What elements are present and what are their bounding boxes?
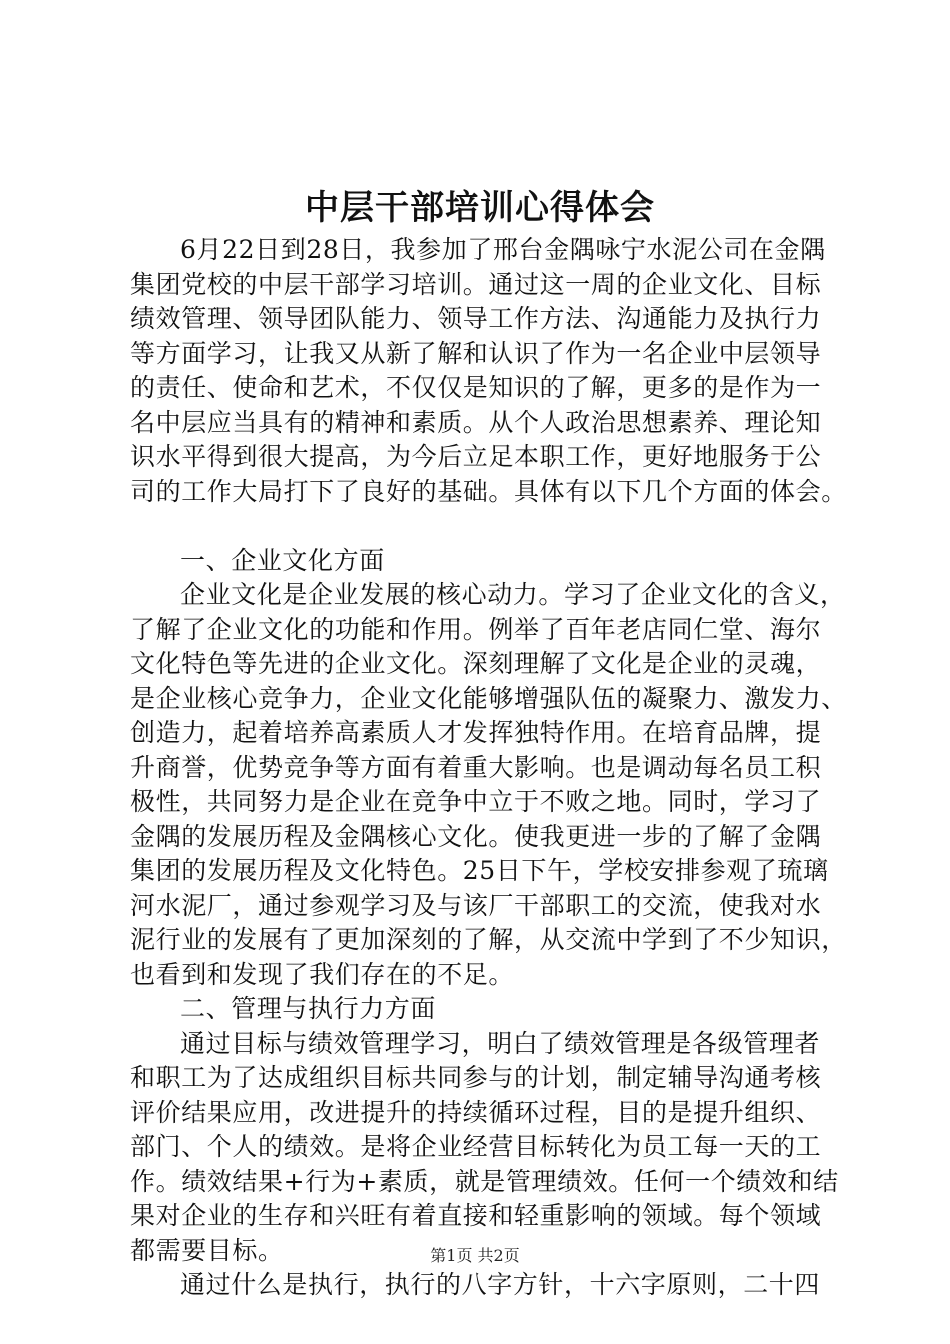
paragraph-line: 通过目标与绩效管理学习，明白了绩效管理是各级管理者 [180,1028,821,1058]
paragraph-line: 部门、个人的绩效。是将企业经营目标转化为员工每一天的工 [130,1132,822,1161]
paragraph-line: 司的工作大局打下了良好的基础。具体有以下几个方面的体会。 [130,476,847,506]
paragraph-line: 果对企业的生存和兴旺有着直接和轻重影响的领域。每个领域 [130,1201,822,1230]
paragraph-line: 是企业核心竞争力，企业文化能够增强队伍的凝聚力、激发力、 [130,683,847,713]
paragraph-line: 评价结果应用，改进提升的持续循环过程，目的是提升组织、 [130,1097,822,1127]
paragraph-line: 文化特色等先进的企业文化。深刻理解了文化是企业的灵魂， [130,649,822,678]
paragraph-line: 企业文化是企业发展的核心动力。学习了企业文化的含义， [180,580,846,609]
paragraph-line: 6月22日到28日，我参加了邢台金隅咏宁水泥公司在金隅 [180,235,826,264]
paragraph-line: 金隅的发展历程及金隅核心文化。使我更进一步的了解了金隅 [130,821,822,851]
paragraph-line: 作。绩效结果+行为+素质，就是管理绩效。任何一个绩效和结 [130,1166,839,1196]
paragraph-line: 绩效管理、领导团队能力、领导工作方法、沟通能力及执行力 [130,304,822,333]
paragraph-line: 集团党校的中层干部学习培训。通过这一周的企业文化、目标 [130,269,822,299]
paragraph-line: 了解了企业文化的功能和作用。例举了百年老店同仁堂、海尔 [130,614,822,644]
section-heading: 二、管理与执行力方面 [180,994,437,1023]
paragraph-line: 升商誉，优势竞争等方面有着重大影响。也是调动每名员工积 [130,752,822,782]
page-footer: 第1页 共2页 [430,1246,520,1265]
paragraph-line: 泥行业的发展有了更加深刻的了解，从交流中学到了不少知识， [130,925,847,954]
paragraph-line: 通过什么是执行，执行的八字方针，十六字原则，二十四 [180,1270,821,1299]
document-title: 中层干部培训心得体会 [305,188,655,228]
paragraph-line: 也看到和发现了我们存在的不足。 [130,959,515,989]
paragraph-line: 河水泥厂，通过参观学习及与该厂干部职工的交流，使我对水 [130,890,822,920]
blank-line [130,509,830,544]
section-heading: 一、企业文化方面 [180,545,385,575]
paragraph-line: 和职工为了达成组织目标共同参与的计划，制定辅导沟通考核 [130,1063,822,1092]
paragraph-line: 极性，共同努力是企业在竞争中立于不败之地。同时，学习了 [130,787,822,816]
paragraph-line: 创造力，起着培养高素质人才发挥独特作用。在培育品牌，提 [130,718,822,747]
paragraph-line: 的责任、使命和艺术，不仅仅是知识的了解，更多的是作为一 [130,373,822,402]
paragraph-line: 都需要目标。 [130,1235,284,1265]
paragraph-line: 等方面学习，让我又从新了解和认识了作为一名企业中层领导 [130,338,822,368]
paragraph-line: 名中层应当具有的精神和素质。从个人政治思想素养、理论知 [130,407,822,437]
paragraph-line: 识水平得到很大提高，为今后立足本职工作，更好地服务于公 [130,442,822,471]
paragraph-line: 集团的发展历程及文化特色。25日下午，学校安排参观了琉璃 [130,856,829,885]
document-body [130,233,847,1303]
